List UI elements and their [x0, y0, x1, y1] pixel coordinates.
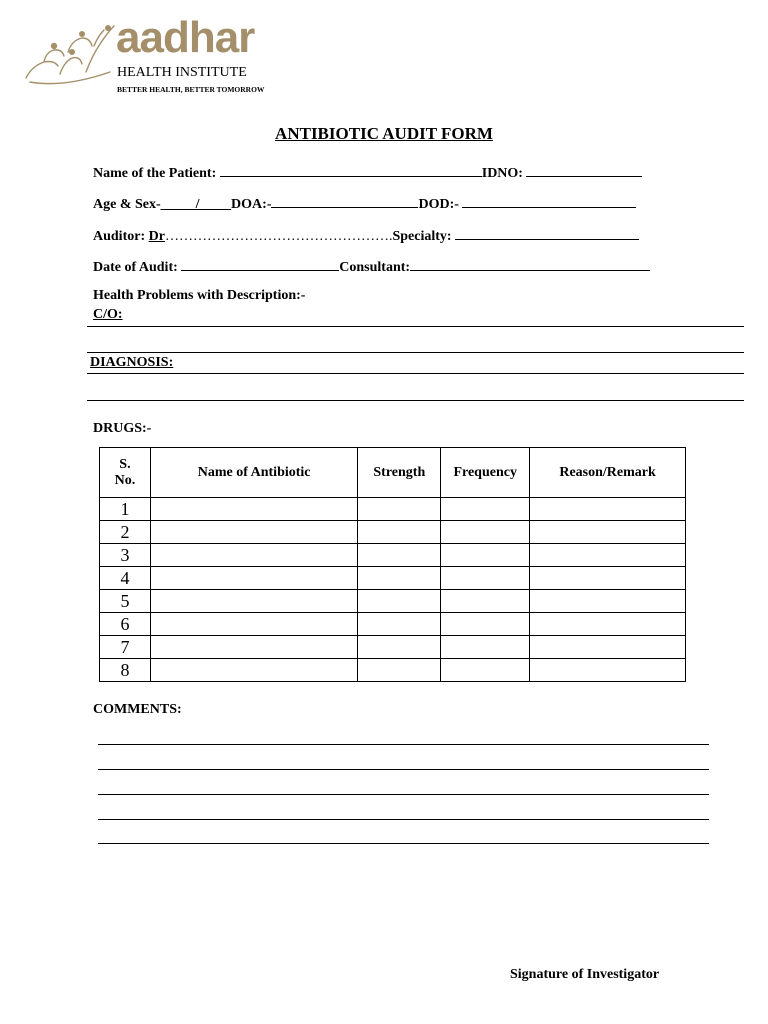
date-of-audit-field[interactable]: [181, 258, 339, 271]
frequency-cell[interactable]: [441, 659, 530, 682]
reason-cell[interactable]: [530, 521, 686, 544]
antibiotic-name-cell[interactable]: [150, 544, 357, 567]
col-sno-line1: S.: [119, 456, 131, 472]
col-strength: Strength: [358, 448, 441, 498]
row-number: 3: [100, 544, 151, 567]
form-title: ANTIBIOTIC AUDIT FORM: [275, 124, 493, 143]
patient-name-label: Name of the Patient:: [93, 166, 217, 181]
reason-cell[interactable]: [530, 544, 686, 567]
col-frequency: Frequency: [441, 448, 530, 498]
col-sno: [100, 448, 151, 498]
health-problems-label: Health Problems with Description:-: [93, 288, 306, 303]
diagnosis-label: DIAGNOSIS:: [90, 355, 174, 370]
reason-cell[interactable]: [530, 567, 686, 590]
strength-cell[interactable]: [358, 544, 441, 567]
reason-cell[interactable]: [530, 659, 686, 682]
doa-label: DOA:-: [231, 197, 272, 212]
comment-line-5[interactable]: [98, 843, 709, 844]
strength-cell[interactable]: [358, 659, 441, 682]
table-row: [100, 659, 686, 682]
antibiotic-name-cell[interactable]: [150, 498, 357, 521]
row-number: 5: [100, 590, 151, 613]
patient-row: [93, 164, 642, 181]
col-sno-line2: No.: [114, 472, 136, 488]
auditor-field[interactable]: ………………………………………….: [164, 229, 393, 244]
auditor-dr: Dr: [148, 229, 165, 244]
diagnosis-line-2[interactable]: [87, 400, 744, 401]
auditor-label: Auditor:: [93, 229, 146, 244]
reason-cell[interactable]: [530, 636, 686, 659]
strength-cell[interactable]: [358, 567, 441, 590]
antibiotic-name-cell[interactable]: [150, 636, 357, 659]
table-row: [100, 544, 686, 567]
institute-name: HEALTH INSTITUTE: [117, 65, 247, 80]
table-row: [100, 613, 686, 636]
row-number: 4: [100, 567, 151, 590]
table-row: [100, 636, 686, 659]
dod-field[interactable]: [462, 195, 636, 208]
antibiotic-name-cell[interactable]: [150, 659, 357, 682]
frequency-cell[interactable]: [441, 636, 530, 659]
idno-label: IDNO:: [481, 166, 523, 181]
logo-figures-icon: [24, 22, 116, 91]
antibiotic-name-cell[interactable]: [150, 590, 357, 613]
consultant-field[interactable]: [410, 258, 650, 271]
table-header-row: [100, 448, 686, 498]
antibiotic-name-cell[interactable]: [150, 567, 357, 590]
co-line-1[interactable]: [87, 326, 744, 327]
age-sex-field[interactable]: _ _ __/_ ___: [160, 197, 232, 212]
specialty-label: Specialty:: [392, 229, 452, 244]
strength-cell[interactable]: [358, 613, 441, 636]
table-row: [100, 498, 686, 521]
row-number: 6: [100, 613, 151, 636]
co-label: C/O:: [93, 307, 123, 322]
frequency-cell[interactable]: [441, 521, 530, 544]
comments-label: COMMENTS:: [93, 702, 182, 717]
dod-label: DOD:-: [418, 197, 459, 212]
row-number: 1: [100, 498, 151, 521]
age-row: [93, 195, 636, 212]
age-sex-label: Age & Sex-: [93, 197, 161, 212]
strength-cell[interactable]: [358, 521, 441, 544]
strength-cell[interactable]: [358, 636, 441, 659]
reason-cell[interactable]: [530, 613, 686, 636]
col-antibiotic-name: Name of Antibiotic: [150, 448, 357, 498]
frequency-cell[interactable]: [441, 613, 530, 636]
co-line-2[interactable]: [87, 352, 744, 353]
table-row: [100, 521, 686, 544]
table-row: [100, 590, 686, 613]
antibiotic-name-cell[interactable]: [150, 613, 357, 636]
doa-field[interactable]: [271, 195, 418, 208]
col-reason: Reason/Remark: [530, 448, 686, 498]
strength-cell[interactable]: [358, 590, 441, 613]
idno-field[interactable]: [526, 164, 642, 177]
frequency-cell[interactable]: [441, 544, 530, 567]
comment-line-4[interactable]: [98, 819, 709, 820]
comment-line-1[interactable]: [98, 744, 709, 745]
specialty-field[interactable]: [455, 227, 639, 240]
comment-line-3[interactable]: [98, 794, 709, 795]
strength-cell[interactable]: [358, 498, 441, 521]
table-row: [100, 567, 686, 590]
drugs-label: DRUGS:-: [93, 421, 152, 436]
brand-logo: aadhar: [116, 13, 255, 62]
auditor-row: [93, 227, 639, 244]
diagnosis-line-1[interactable]: [87, 373, 744, 374]
tagline: BETTER HEALTH, BETTER TOMORROW: [117, 85, 265, 94]
consultant-label: Consultant:: [339, 260, 411, 275]
date-of-audit-label: Date of Audit:: [93, 260, 178, 275]
frequency-cell[interactable]: [441, 567, 530, 590]
antibiotic-name-cell[interactable]: [150, 521, 357, 544]
row-number: 8: [100, 659, 151, 682]
patient-name-field[interactable]: [220, 164, 482, 177]
reason-cell[interactable]: [530, 498, 686, 521]
signature-label: Signature of Investigator: [510, 967, 660, 982]
drugs-table: [99, 447, 686, 682]
frequency-cell[interactable]: [441, 498, 530, 521]
reason-cell[interactable]: [530, 590, 686, 613]
audit-date-row: [93, 258, 650, 275]
row-number: 7: [100, 636, 151, 659]
comment-line-2[interactable]: [98, 769, 709, 770]
row-number: 2: [100, 521, 151, 544]
frequency-cell[interactable]: [441, 590, 530, 613]
